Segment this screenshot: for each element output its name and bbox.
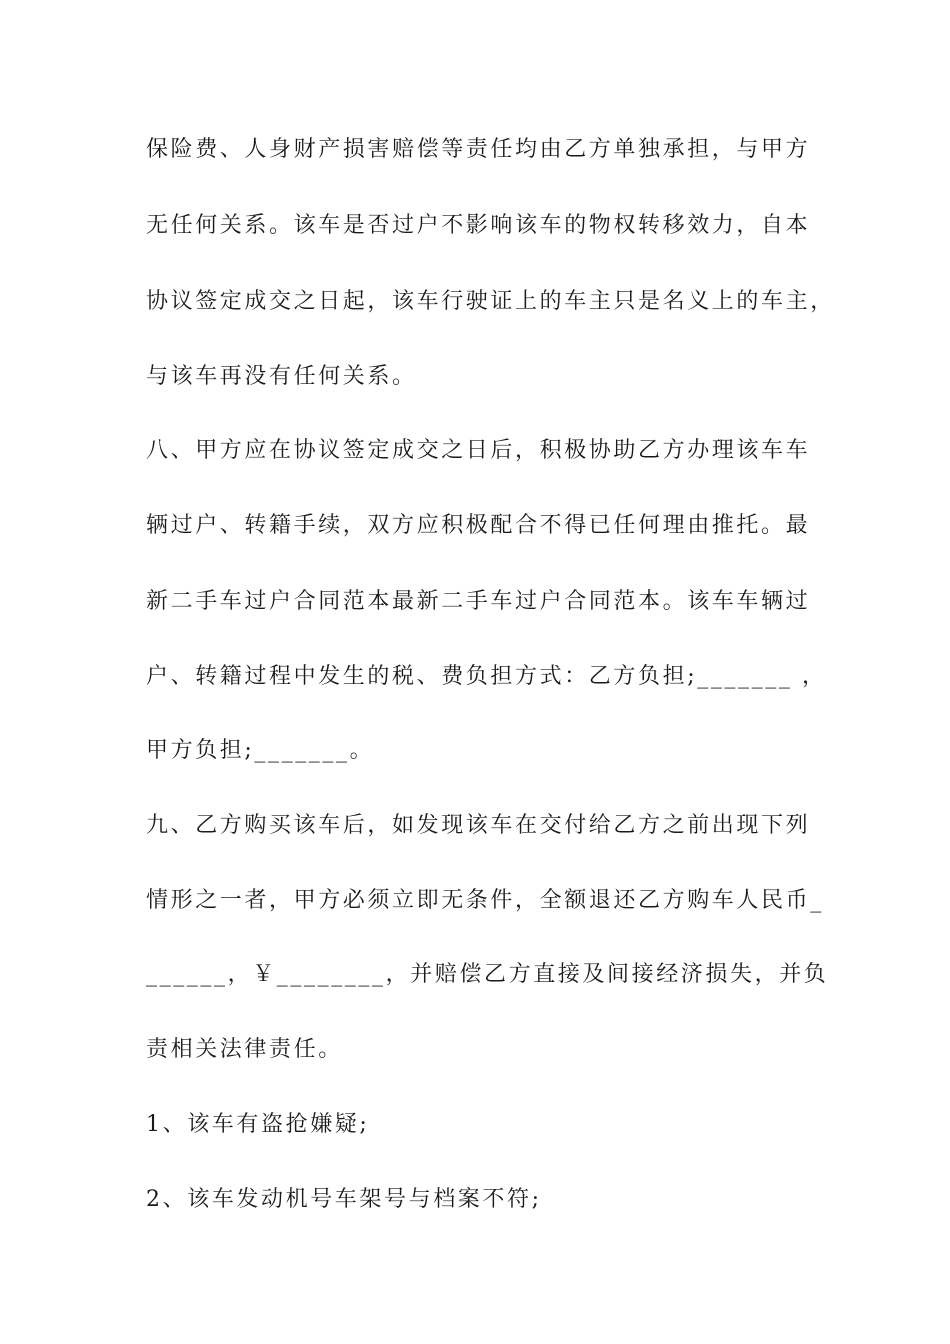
text-line: 无任何关系。该车是否过户不影响该车的物权转移效力，自本 [146, 213, 811, 238]
text-line: 2、该车发动机号车架号与档案不符; [146, 1187, 542, 1212]
text-line: 新二手车过户合同范本最新二手车过户合同范本。该车车辆过 [146, 589, 811, 614]
text-line: 1、该车有盗抢嫌疑; [146, 1112, 370, 1137]
text-line: 责相关法律责任。 [146, 1037, 343, 1062]
text-line: 九、乙方购买该车后，如发现该车在交付给乙方之前出现下列 [146, 813, 811, 838]
text-line: 保险费、人身财产损害赔偿等责任均由乙方单独承担，与甲方 [146, 137, 811, 162]
text-line: 与该车再没有任何关系。 [146, 364, 417, 389]
text-line: 协议签定成交之日起，该车行驶证上的车主只是名义上的车主， [146, 289, 835, 314]
text-line: 户、转籍过程中发生的税、费负担方式：乙方负担;_______ ， [146, 664, 827, 689]
text-line: 甲方负担;_______。 [146, 738, 375, 763]
text-line: 辆过户、转籍手续，双方应积极配合不得已任何理由推托。最 [146, 513, 811, 538]
text-line: ______，￥________，并赔偿乙方直接及间接经济损失，并负 [146, 962, 829, 987]
text-line: 情形之一者，甲方必须立即无条件，全额退还乙方购车人民币_ [146, 888, 824, 913]
text-line: 八、甲方应在协议签定成交之日后，积极协助乙方办理该车车 [146, 438, 811, 463]
